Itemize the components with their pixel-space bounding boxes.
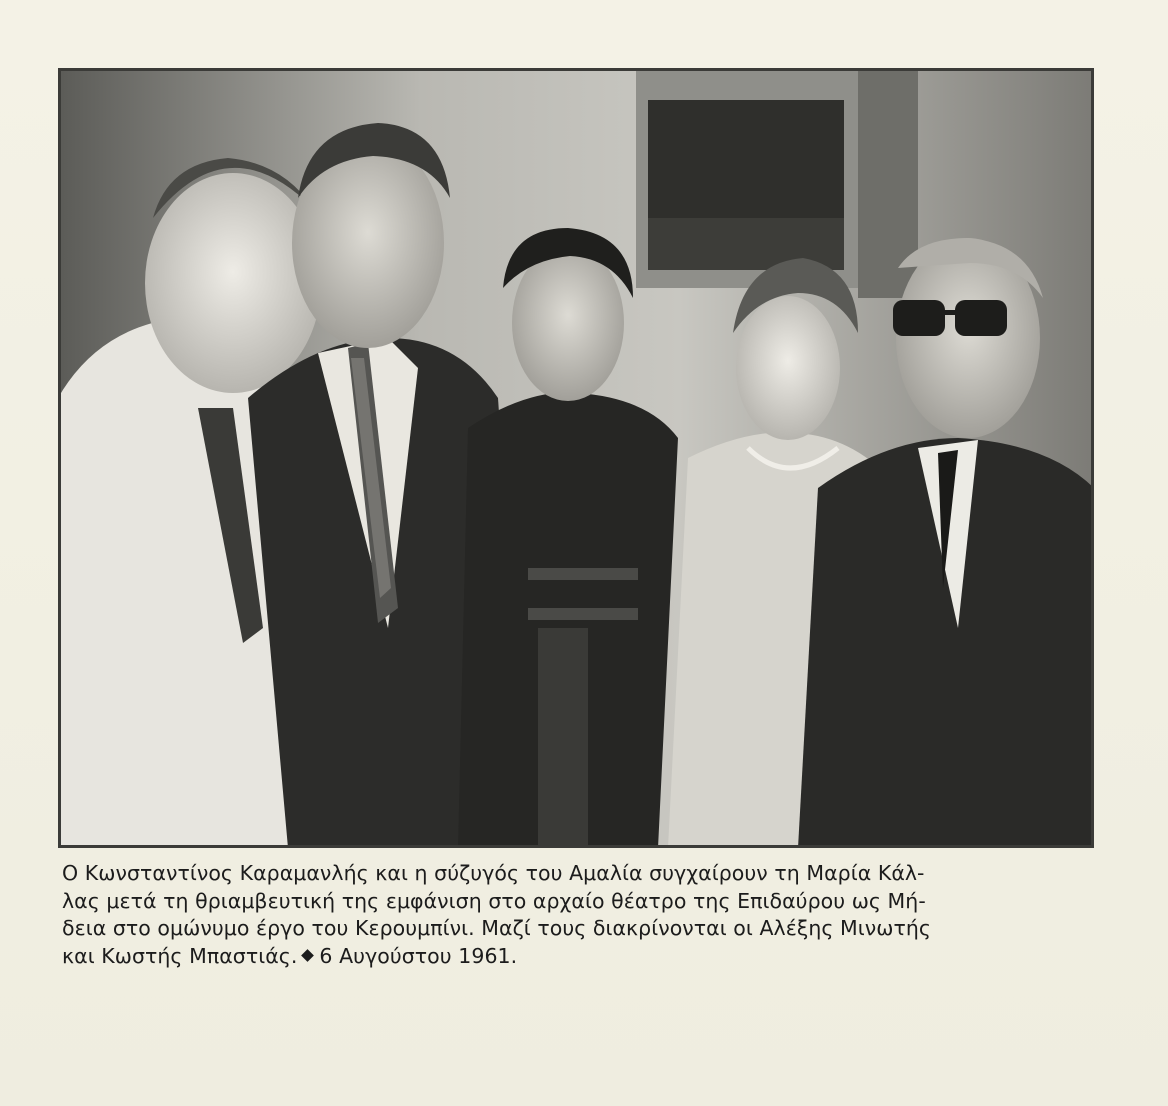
caption-line-2: λας μετά τη θριαμβευτική της εμφάνιση στο αρχαίο θέατρο της Επιδαύρου ως Μή- [62, 888, 926, 913]
caption-line-1: Ο Κωνσταντίνος Καραμανλής και η σύζυγός του Αμαλία συγχαίρουν τη Μαρία Κάλ- [62, 861, 925, 885]
photo-illustration [58, 68, 1094, 848]
caption-line-4-text: και Κωστής Μπαστιάς. [62, 943, 298, 968]
caption-line-3: δεια στο ομώνυμο έργο του Κερουμπίνι. Μαζί τους διακρίνονται οι Αλέξης Μινωτής [62, 916, 931, 940]
historical-photograph [58, 68, 1094, 848]
photo-caption [62, 860, 1142, 970]
diamond-bullet-icon [302, 949, 315, 962]
caption-line-4 [62, 943, 1142, 971]
caption-date: 6 Αυγούστου 1961. [319, 943, 518, 968]
